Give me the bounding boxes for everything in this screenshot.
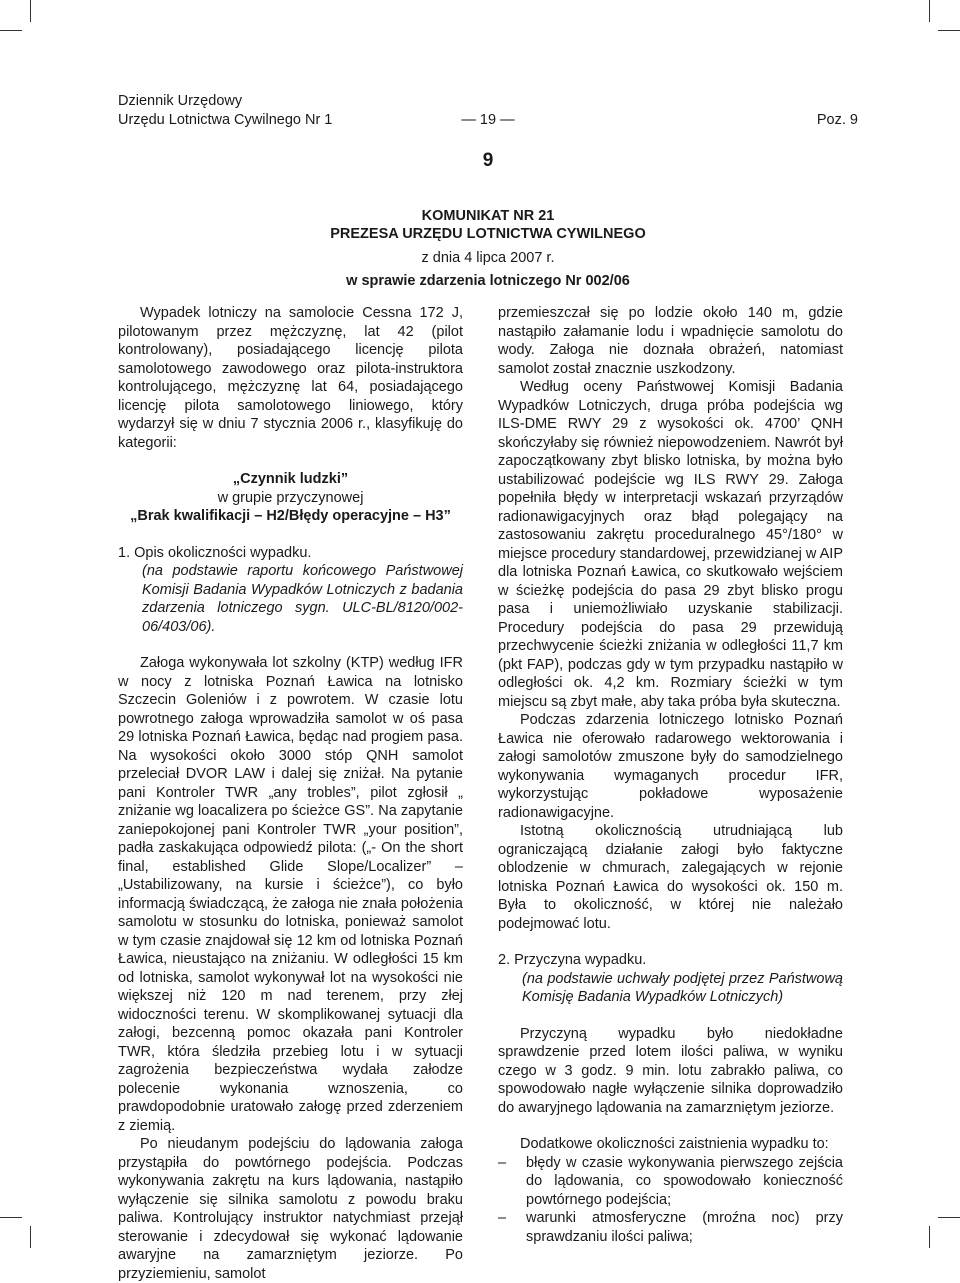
document-subject: w sprawie zdarzenia lotniczego Nr 002/06: [346, 273, 630, 289]
paragraph: przemieszczał się po lodzie około 140 m, gdzie nastąpiło załamanie lodu i wpadnięcie samolotu do wody. Załoga nie doznała obrażeń, natomiast samolot został znacznie uszkodzony.: [498, 305, 843, 377]
paragraph: Istotną okolicznością utrudniającą lub ograniczającą działanie załogi było faktyczne oblodzenie w chmurach, zalegających w rejonie lotniska Poznań Ławica do wysokości ok. 150 m. Była to okoliczność, w której nie należało podejmować lotu.: [498, 823, 843, 932]
document-title: KOMUNIKAT NR 21: [421, 208, 555, 224]
paragraph: Według oceny Państwowej Komisji Badania Wypadków Lotniczych, druga próba podejścia wg ILS-DME RWY 29 z wysokości ok. 4700’ QNH skończyłaby się również niepowodzeniem. Nawrót był zapoczątkowany zbyt blisko lotniska, by można było ustabilizować podejście wg ILS RWY 29. Załoga popełniła błędy w interpretacji wskazań przyrządów radionawigacyjnych oraz błąd polegający na zastosowaniu zakrętu proceduralnego 45°/180° w miejsce procedury standardowej, przewidzianej w AIP dla lotniska Poznań Ławica, co skutkowało wejściem w ścieżkę podejścia do pasa 29 zbyt blisko progu pasa i uniemożliwiało uzyskanie stabilizacji. Procedury podejścia do pasa 29 przewidują przechwycenie ścieżki zniżania w odległości 11,7 km (pkt FAP), podczas gdy w tym przypadku nastąpiło w odległości ok. 4,2 km. Rozmiary ścieżki w tym miejscu są zbyt małe, aby taka próba była skuteczna.: [498, 379, 843, 710]
list-item-text: błędy w czasie wykonywania pierwszego zejścia do lądowania, co spowodowało konieczność powtórnego podejścia;: [526, 1154, 843, 1208]
document-number: 9: [482, 150, 494, 171]
category-detail: „Brak kwalifikacji – H2/Błędy operacyjne – H3”: [130, 508, 451, 524]
list-item-text: warunki atmosferyczne (mroźna noc) przy sprawdzaniu ilości paliwa;: [526, 1210, 843, 1245]
crop-mark: [929, 0, 930, 22]
paragraph: Podczas zdarzenia lotniczego lotnisko Poznań Ławica nie oferowało radarowego wektorowania i załogi samolotów zmuszone były do samodzielnego wykonywania wymaganych procedur IFR, wykorzystując pokładowe wyposażenie radionawigacyjne.: [498, 712, 843, 821]
crop-mark: [0, 1217, 22, 1218]
document-date: z dnia 4 lipca 2007 r.: [421, 250, 555, 266]
paragraph: Po nieudanym podejściu do lądowania załoga przystąpiła do powtórnego podejścia. Podczas wykonywania zakrętu na kurs lądowania, nastąpiło wyłączenie się silnika samolotu z powodu braku paliwa. Kontrolujący instruktor natychmiast przejął sterowanie i zdecydował się wykonać lądowanie awaryjne na zamarzniętym jeziorze. Po przyziemieniu, samolot: [118, 1136, 463, 1282]
paragraph: Przyczyną wypadku było niedokładne sprawdzenie przed lotem ilości paliwa, w wyniku czego w 3 godz. 9 min. lotu zabrakło paliwa, co spowodowało nagłe wyłączenie silnika doprowadziło do awaryjnego lądowania na zamarzniętym jeziorze.: [498, 1025, 843, 1116]
crop-mark: [938, 30, 960, 31]
category-name: „Czynnik ludzki”: [232, 471, 349, 487]
page-number: — 19 —: [461, 112, 515, 128]
paragraph: Załoga wykonywała lot szkolny (KTP) według IFR w nocy z lotniska Poznań Ławica na lotnisko Szczecin Goleniów i z powrotem. W czasie lotu powrotnego załoga wprowadziła samolot w oś pasa 29 lotniska Poznań Ławica, będąc nad progiem pasa. Na wysokości około 3000 stóp QNH samolot przeleciał DVOR LAW i dalej się zniżał. Na pytanie pani Kontroler TWR „any trobles”, pilot zgłosił „ zniżanie wg loacalizera po ścieżce GS”. Na zapytanie zaniepokojonej pani Kontroler TWR „your position”, padła zaskakująca odpowiedź pilota: („- On the short final, established Glide Slope/Localizer” – „Ustabilizowany, na kursie i ścieżce”), co było informacją świadczącą, że załoga nie znała położenia samolotu w stosunku do lotniska, ponieważ samolot w tym czasie znajdował się 12 km od lotniska Poznań Ławica, nieustająco na zniżaniu. W odległości 15 km od lotniska, samolot wykonywał lot na wysokości nie większej niż 120 m nad terenem, przy złej widoczności terenu. W skomplikowanej sytuacji dla załogi, bezcenną pomoc okazała pani Kontroler TWR, która śledziła przebieg lotu i w sytuacji zagrożenia bezpieczeństwa wydała załodze polecenie wykonania wznoszenia, co prawdopodobnie uratowało załogę przed zderzeniem z ziemią.: [118, 655, 463, 1134]
right-column: [498, 304, 843, 1246]
section-2-source: (na podstawie uchwały podjętej przez Państwową Komisję Badania Wypadków Lotniczych): [522, 970, 843, 1005]
crop-mark: [0, 30, 22, 31]
crop-mark: [938, 1217, 960, 1218]
list-item: [498, 1154, 843, 1210]
position-number: Poz. 9: [816, 112, 858, 128]
crop-mark: [30, 1226, 31, 1248]
list-dash: –: [498, 1210, 507, 1226]
list-item: [498, 1209, 843, 1246]
section-1-title: 1. Opis okoliczności wypadku.: [118, 544, 312, 561]
intro-paragraph: Wypadek lotniczy na samolocie Cessna 172 J, pilotowanym przez mężczyznę, lat 42 (pilot kontrolowany), posiadającego licencję pilota samolotowego zawodowego oraz pilota-instruktora kontrolującego, mężczyznę lat 64, posiadającego licencję pilota samolotowego liniowego, który wydarzył się w dniu 7 stycznia 2006 r., klasyfikuję do kategorii:: [118, 305, 463, 451]
journal-issuer: Urzędu Lotnictwa Cywilnego Nr 1: [118, 112, 333, 128]
crop-mark: [929, 1226, 930, 1248]
crop-mark: [30, 0, 31, 22]
section-2-title: 2. Przyczyna wypadku.: [498, 952, 647, 968]
list-dash: –: [498, 1154, 507, 1171]
journal-name: Dziennik Urzędowy: [118, 93, 243, 109]
left-column: [118, 304, 463, 1283]
category-group: w grupie przyczynowej: [217, 489, 364, 506]
document-issuer: PREZESA URZĘDU LOTNICTWA CYWILNEGO: [330, 226, 646, 242]
paragraph: Dodatkowe okoliczności zaistnienia wypadku to:: [520, 1136, 829, 1152]
section-1-source: (na podstawie raportu końcowego Państwowej Komisji Badania Wypadków Lotniczych z badania zdarzenia lotniczego sygn. ULC-BL/8120/002-06/403/06).: [142, 563, 463, 635]
